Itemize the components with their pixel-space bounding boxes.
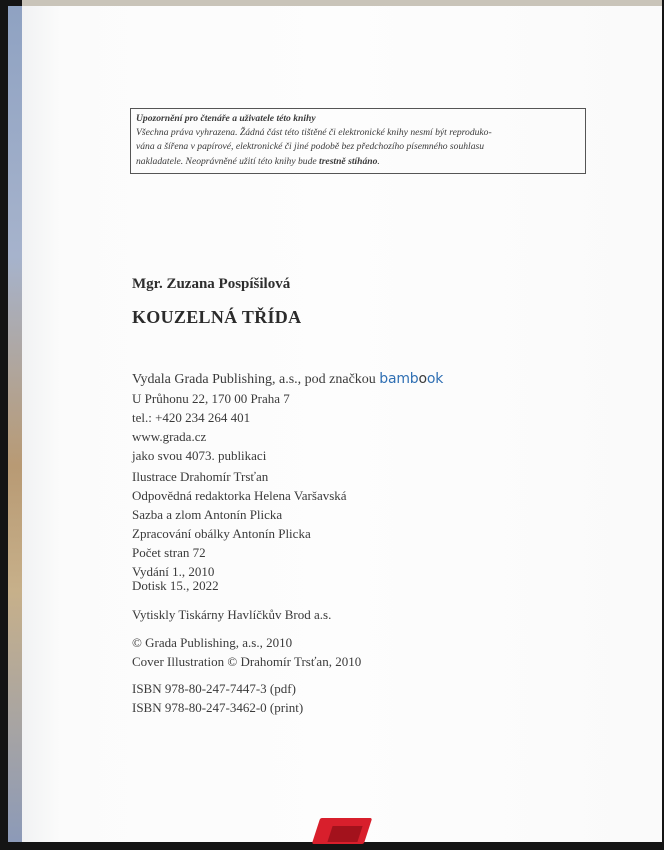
- publisher-address: U Průhonu 22, 170 00 Praha 7: [132, 391, 290, 406]
- copyright-notice-box: [130, 108, 586, 174]
- bambook-logo: [379, 371, 443, 387]
- notice-line-3-end: .: [377, 155, 380, 167]
- publisher-block: [132, 370, 443, 465]
- author-name: Mgr. Zuzana Pospíšilová: [132, 276, 291, 292]
- copyright-block: [132, 633, 361, 671]
- notice-line-3: nakladatele. Neoprávněné užití této knihy bude: [136, 155, 320, 167]
- book-title: KOUZELNÁ TŘÍDA: [132, 307, 302, 327]
- credit-line: Odpovědná redaktorka Helena Varšavská: [132, 488, 347, 503]
- publication-number: jako svou 4073. publikaci: [132, 448, 267, 463]
- credits-block: [132, 467, 347, 581]
- notice-body: [136, 127, 492, 166]
- credit-line: Sazba a zlom Antonín Plicka: [132, 507, 283, 522]
- publisher-text: Vydala Grada Publishing, a.s., pod značkou: [132, 372, 376, 387]
- publisher-line: [132, 370, 443, 389]
- brand-eyes-icon: o: [418, 371, 427, 387]
- brand-text-2: ok: [426, 371, 444, 387]
- bookmark-ribbon-shadow: [327, 826, 362, 842]
- copyright-line: © Grada Publishing, a.s., 2010: [132, 635, 293, 650]
- notice-line-1: Všechna práva vyhrazena. Žádná část této tištěné či elektronické knihy nesmí být reproduko-: [136, 127, 492, 139]
- credit-line: Počet stran 72: [132, 545, 206, 560]
- isbn-block: [132, 679, 303, 717]
- notice-title: Upozornění pro čtenáře a uživatele této knihy: [136, 113, 316, 124]
- copyright-line: Cover Illustration © Drahomír Trsťan, 2010: [132, 654, 362, 669]
- credit-line: Vydání 1., 2010: [132, 564, 215, 579]
- credit-line: Ilustrace Drahomír Trsťan: [132, 469, 269, 484]
- brand-text-1: bamb: [379, 371, 419, 387]
- publisher-web: www.grada.cz: [132, 429, 207, 444]
- printing-info: Dotisk 15., 2022: [132, 578, 219, 593]
- printer-info: Vytiskly Tiskárny Havlíčkův Brod a.s.: [132, 607, 332, 622]
- notice-emphasis: trestně stíháno: [319, 155, 378, 167]
- isbn-line: ISBN 978-80-247-7447-3 (pdf): [132, 681, 296, 696]
- isbn-line: ISBN 978-80-247-3462-0 (print): [132, 700, 304, 715]
- notice-line-2: vána a šířena v papírové, elektronické či jiné podobě bez předchozího písemného souhlasu: [136, 141, 485, 153]
- credit-line: Zpracování obálky Antonín Plicka: [132, 526, 311, 541]
- publisher-phone: tel.: +420 234 264 401: [132, 410, 251, 425]
